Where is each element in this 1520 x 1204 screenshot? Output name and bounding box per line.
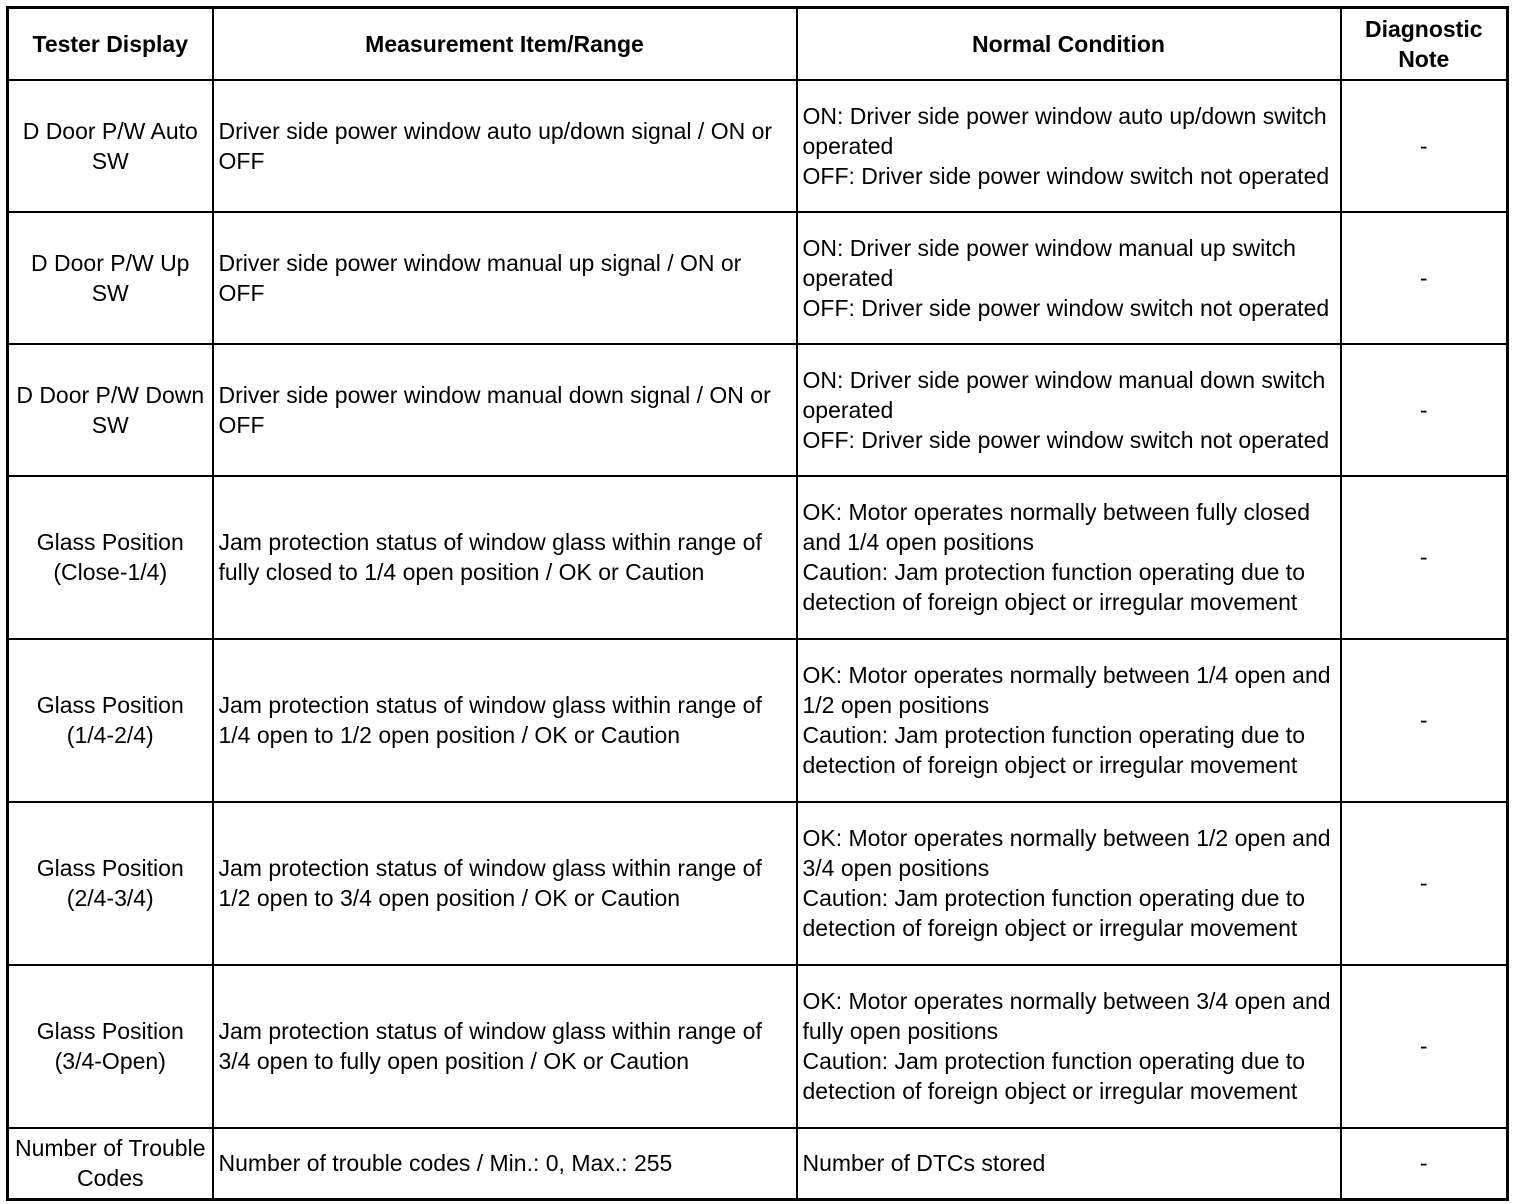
cell-normal-condition [797, 212, 1341, 344]
normal-condition-line: ON: Driver side power window manual up switch operated [802, 234, 1296, 291]
table-row [8, 639, 1508, 802]
cell-diagnostic-note: - [1341, 476, 1508, 639]
cell-measurement-item: Jam protection status of window glass within range of 1/4 open to 1/2 open position / OK or Caution [213, 639, 797, 802]
header-diagnostic-note-line2: Note [1398, 45, 1450, 72]
table-row [8, 965, 1508, 1128]
table-row [8, 476, 1508, 639]
header-diagnostic-note-line1: Diagnostic [1364, 15, 1483, 42]
normal-condition-line: OK: Motor operates normally between 1/2 open and 3/4 open positions [802, 825, 1331, 881]
cell-measurement-item: Jam protection status of window glass within range of 1/2 open to 3/4 open position / OK or Caution [213, 802, 797, 965]
normal-condition-line: Caution: Jam protection function operating due to detection of foreign object or irregular movement [802, 885, 1305, 941]
header-normal-condition: Normal Condition [797, 8, 1341, 80]
cell-measurement-item: Jam protection status of window glass within range of 3/4 open to fully open position / OK or Caution [213, 965, 797, 1128]
normal-condition-line: Number of DTCs stored [802, 1150, 1046, 1177]
cell-normal-condition [797, 965, 1341, 1128]
header-measurement-item: Measurement Item/Range [213, 8, 797, 80]
table-row [8, 1128, 1508, 1200]
normal-condition-line: OFF: Driver side power window switch not operated [802, 294, 1330, 321]
normal-condition-line: ON: Driver side power window auto up/down switch operated [802, 102, 1327, 159]
cell-tester-display: D Door P/W Up SW [8, 212, 213, 344]
cell-normal-condition [797, 80, 1341, 212]
cell-tester-display: Glass Position (2/4-3/4) [8, 802, 213, 965]
cell-diagnostic-note: - [1341, 344, 1508, 476]
normal-condition-line: Caution: Jam protection function operating due to detection of foreign object or irregular movement [802, 722, 1305, 778]
normal-condition-line: ON: Driver side power window manual down switch operated [802, 366, 1326, 423]
table-row [8, 80, 1508, 212]
cell-diagnostic-note: - [1341, 80, 1508, 212]
cell-measurement-item: Number of trouble codes / Min.: 0, Max.: 255 [213, 1128, 797, 1200]
cell-normal-condition [797, 1128, 1341, 1200]
normal-condition-line: OK: Motor operates normally between 3/4 open and fully open positions [802, 988, 1331, 1044]
cell-diagnostic-note: - [1341, 802, 1508, 965]
cell-tester-display: D Door P/W Auto SW [8, 80, 213, 212]
table-header-row [8, 8, 1508, 80]
header-tester-display: Tester Display [8, 8, 213, 80]
cell-measurement-item: Driver side power window auto up/down signal / ON or OFF [213, 80, 797, 212]
cell-measurement-item: Driver side power window manual down signal / ON or OFF [213, 344, 797, 476]
cell-measurement-item: Driver side power window manual up signal / ON or OFF [213, 212, 797, 344]
cell-normal-condition [797, 802, 1341, 965]
cell-tester-display: Glass Position (Close-1/4) [8, 476, 213, 639]
normal-condition-line: Caution: Jam protection function operating due to detection of foreign object or irregular movement [802, 1048, 1305, 1104]
normal-condition-line: OK: Motor operates normally between fully closed and 1/4 open positions [802, 499, 1311, 555]
table-row [8, 344, 1508, 476]
header-diagnostic-note [1341, 8, 1508, 80]
cell-diagnostic-note: - [1341, 965, 1508, 1128]
cell-measurement-item: Jam protection status of window glass within range of fully closed to 1/4 open position / OK or Caution [213, 476, 797, 639]
normal-condition-line: OFF: Driver side power window switch not operated [802, 426, 1330, 453]
cell-tester-display: D Door P/W Down SW [8, 344, 213, 476]
data-table-container [6, 6, 1509, 1201]
table-row [8, 212, 1508, 344]
cell-tester-display: Glass Position (3/4-Open) [8, 965, 213, 1128]
normal-condition-line: OFF: Driver side power window switch not operated [802, 162, 1330, 189]
cell-normal-condition [797, 344, 1341, 476]
cell-tester-display: Number of Trouble Codes [8, 1128, 213, 1200]
cell-tester-display: Glass Position (1/4-2/4) [8, 639, 213, 802]
cell-normal-condition [797, 639, 1341, 802]
cell-diagnostic-note: - [1341, 212, 1508, 344]
cell-normal-condition [797, 476, 1341, 639]
normal-condition-line: Caution: Jam protection function operating due to detection of foreign object or irregular movement [802, 559, 1305, 615]
diagnostic-data-table [6, 6, 1509, 1201]
cell-diagnostic-note: - [1341, 1128, 1508, 1200]
normal-condition-line: OK: Motor operates normally between 1/4 open and 1/2 open positions [802, 662, 1331, 718]
cell-diagnostic-note: - [1341, 639, 1508, 802]
table-row [8, 802, 1508, 965]
